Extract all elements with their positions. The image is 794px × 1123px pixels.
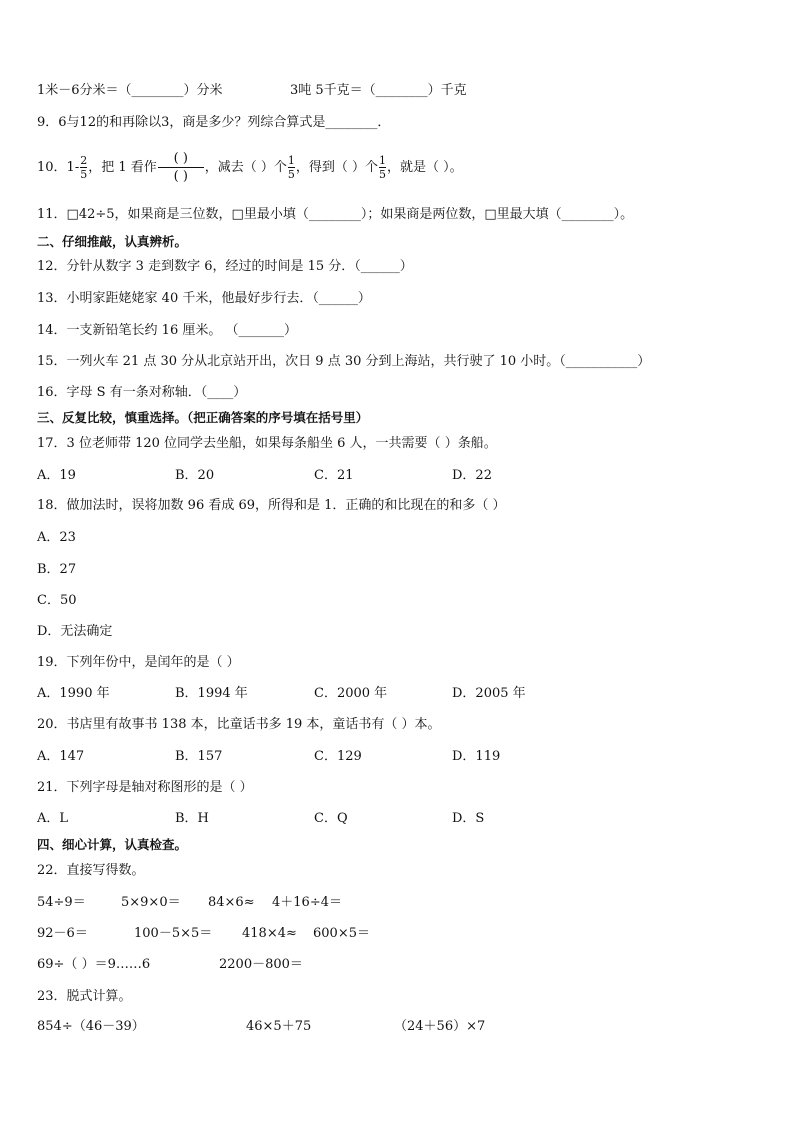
- conversion-tons: 3吨 5千克＝（________）千克: [290, 83, 467, 98]
- section-2-heading: 二、仔细推敲，认真辨析。: [37, 234, 188, 249]
- option-b: B．1994 年: [175, 686, 248, 701]
- option-b: B．27: [37, 562, 77, 577]
- question-23: 23．脱式计算。: [37, 989, 132, 1004]
- q10-text-a: 10．1-: [37, 160, 80, 175]
- fraction-numerator: 2: [80, 154, 88, 167]
- fraction-one-fifth-b: [379, 154, 386, 181]
- question-15: 15．一列火车 21 点 30 分从北京站开出，次日 9 点 30 分到上海站，共行驶了 10 小时。（___________）: [37, 354, 651, 369]
- option-a: A．147: [37, 749, 85, 764]
- calc-item: 2200－800＝: [219, 957, 303, 972]
- calc-item: 100－5×5＝: [134, 926, 213, 941]
- calc-item: 600×5＝: [313, 926, 370, 941]
- q10-text-c: ，减去（ ）个: [204, 160, 287, 175]
- option-b: B．H: [175, 811, 209, 826]
- option-b: B．157: [175, 749, 223, 764]
- fraction-numerator: 1: [287, 154, 295, 167]
- question-22: 22．直接写得数。: [37, 863, 145, 878]
- q10-text-d: ，得到（ ）个: [295, 160, 379, 175]
- question-14: 14．一支新铅笔长约 16 厘米。 （_______）: [37, 323, 297, 338]
- option-d: D．2005 年: [452, 686, 526, 701]
- calc-item: 69÷（ ）＝9……6: [37, 957, 151, 972]
- question-11: 11．□42÷5，如果商是三位数，□里最小填（________）；如果商是两位数，□里最大填（________）。: [37, 207, 634, 222]
- calc-item: 854÷（46－39）: [37, 1019, 145, 1034]
- question-17: 17．3 位老师带 120 位同学去坐船，如果每条船坐 6 人，一共需要（ ）条船。: [37, 436, 497, 451]
- question-12: 12．分针从数字 3 走到数字 6，经过的时间是 15 分．（______）: [37, 259, 413, 274]
- q10-text-b: ，把 1 看作: [88, 160, 157, 175]
- fraction-one-fifth-a: [288, 154, 295, 181]
- fraction-denominator: 5: [379, 168, 387, 181]
- section-4-heading: 四、细心计算，认真检查。: [37, 837, 188, 852]
- option-d: D．S: [452, 811, 485, 826]
- fraction-numerator: 1: [379, 154, 387, 167]
- option-c: C．Q: [314, 811, 348, 826]
- option-a: A．1990 年: [37, 686, 110, 701]
- option-b: B．20: [175, 468, 215, 483]
- fraction-denominator: 5: [287, 168, 295, 181]
- section-3-heading: 三、反复比较，慎重选择。（把正确答案的序号填在括号里）: [37, 410, 369, 425]
- q10-text-e: ，就是（ ）。: [387, 160, 463, 175]
- option-a: A．23: [37, 530, 76, 545]
- option-c: C．21: [314, 468, 354, 483]
- option-d: D．119: [452, 749, 501, 764]
- question-21: 21．下列字母是轴对称图形的是（ ）: [37, 780, 253, 795]
- calc-item: 4＋16÷4＝: [272, 895, 342, 910]
- calc-item: （24＋56）×7: [394, 1019, 486, 1034]
- option-c: C．50: [37, 593, 77, 608]
- fraction-blank-denominator: ( ): [173, 169, 188, 184]
- fraction-two-fifths: [80, 154, 87, 181]
- fraction-blank-box: [158, 150, 204, 185]
- calc-item: 92－6＝: [37, 926, 88, 941]
- conversion-meters: 1米－6分米＝（________）分米: [37, 83, 223, 98]
- option-a: A．L: [37, 811, 69, 826]
- option-d: D．22: [452, 468, 492, 483]
- calc-item: 5×9×0＝: [121, 895, 181, 910]
- calc-item: 418×4≈: [242, 926, 297, 941]
- option-c: C．2000 年: [314, 686, 388, 701]
- calc-item: 84×6≈: [208, 895, 255, 910]
- option-a: A．19: [37, 468, 76, 483]
- question-20: 20．书店里有故事书 138 本，比童话书多 19 本，童话书有（ ）本。: [37, 717, 441, 732]
- question-18: 18．做加法时，误将加数 96 看成 69，所得和是 1．正确的和比现在的和多（ ）: [37, 498, 506, 513]
- calc-item: 46×5＋75: [246, 1019, 312, 1034]
- question-16: 16．字母 S 有一条对称轴．（____）: [37, 385, 247, 400]
- option-d: D．无法确定: [37, 624, 113, 639]
- calc-item: 54÷9＝: [37, 895, 86, 910]
- fraction-denominator: 5: [80, 168, 88, 181]
- option-c: C．129: [314, 749, 362, 764]
- fraction-blank-numerator: ( ): [173, 151, 188, 166]
- question-10: [37, 148, 463, 188]
- question-13: 13．小明家距姥姥家 40 千米，他最好步行去．（______）: [37, 291, 371, 306]
- question-19: 19．下列年份中，是闰年的是（ ）: [37, 655, 240, 670]
- question-9: 9．6与12的和再除以3，商是多少？列综合算式是________．: [37, 115, 391, 130]
